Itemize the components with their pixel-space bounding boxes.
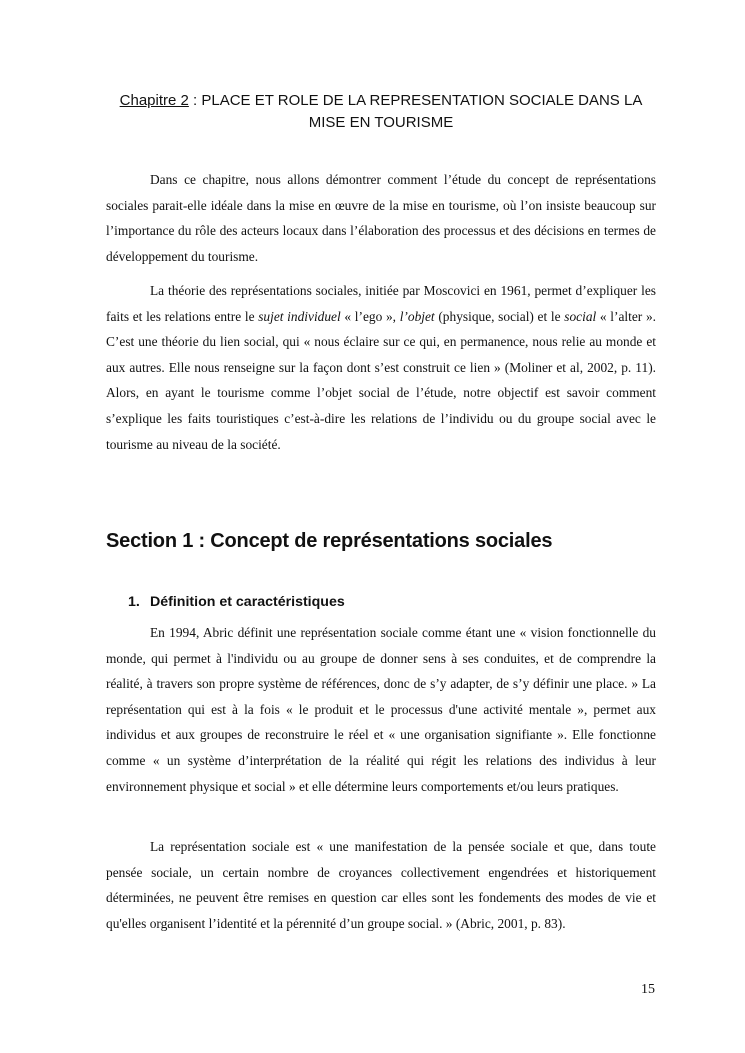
theory-text-2: « l’ego », — [340, 308, 400, 324]
theory-emphasis-subject: sujet individuel — [258, 308, 341, 324]
intro-paragraph — [106, 167, 656, 269]
abric-paragraph — [106, 620, 656, 799]
chapter-heading — [106, 90, 656, 134]
manifestation-paragraph — [106, 834, 656, 936]
subsection-title: Définition et caractéristiques — [150, 594, 345, 610]
chapter-label: Chapitre 2 — [119, 92, 189, 109]
theory-paragraph — [106, 278, 656, 457]
subsection-number: 1. — [128, 594, 140, 610]
section-title: Section 1 : Concept de représentations sociales — [106, 530, 553, 552]
chapter-title: : PLACE ET ROLE DE LA REPRESENTATION SOCIALE DANS LA MISE EN TOURISME — [188, 92, 643, 131]
manifestation-paragraph-text: La représentation sociale est « une manifestation de la pensée sociale et que, dans toute pensée sociale, un certain nombre de croyances collectivement engendrées et historiquement déterminées, ne peuvent être remises en question car elles sont les fondements des modes de vie et qu'elles organisent l’identité et la pérennité d’un groupe social. » (Abric, 2001, p. 83). — [106, 839, 656, 931]
theory-text-3: (physique, social) et le — [434, 308, 565, 324]
theory-emphasis-social: social — [564, 308, 597, 324]
abric-paragraph-text: En 1994, Abric définit une représentation sociale comme étant une « vision fonctionnelle du monde, qui permet à l'individu ou au groupe de donner sens à ses conduites, et de comprendre la réalité, à travers son propre système de références, donc de s’y adapter, de s’y définir une place. » La représentation qui est à la fois « le produit et le processus d'une activité mentale », permet aux individus et aux groupes de reconstruire le réel et « une organisation signifiante ». Elle fonctionne comme « un système d’interprétation de la réalité qui régit les relations des individus à leur environnement physique et social » et elle détermine leurs comportements et/ou leurs pratiques. — [106, 625, 656, 794]
page-number: 15 — [641, 982, 655, 997]
intro-paragraph-text: Dans ce chapitre, nous allons démontrer comment l’étude du concept de représentations sociales parait-elle idéale dans la mise en œuvre de la mise en tourisme, où l’on insiste beaucoup sur l’importance du rôle des acteurs locaux dans l’élaboration des processus et des décisions en termes de développement du tourisme. — [106, 172, 656, 264]
theory-text-4: « l’alter ». C’est une théorie du lien social, qui « nous éclaire sur ce qui, en permanence, nous relie au monde et aux autres. Elle nous renseigne sur la façon dont s’est construit ce lien » (Moliner et al, 2002, p. 11). Alors, en ayant le tourisme comme l’objet social de l’étude, notre objectif est savoir comment s’explique les faits touristiques c’est-à-dire les relations de l’individu ou du groupe social avec le tourisme au niveau de la société. — [106, 308, 656, 452]
subsection-heading — [128, 594, 345, 610]
theory-text-1: La théorie des représentations sociales, initiée par Moscovici en 1961, permet d’expliquer les faits et les relations entre le — [106, 283, 656, 324]
theory-emphasis-object: l’objet — [399, 308, 435, 324]
